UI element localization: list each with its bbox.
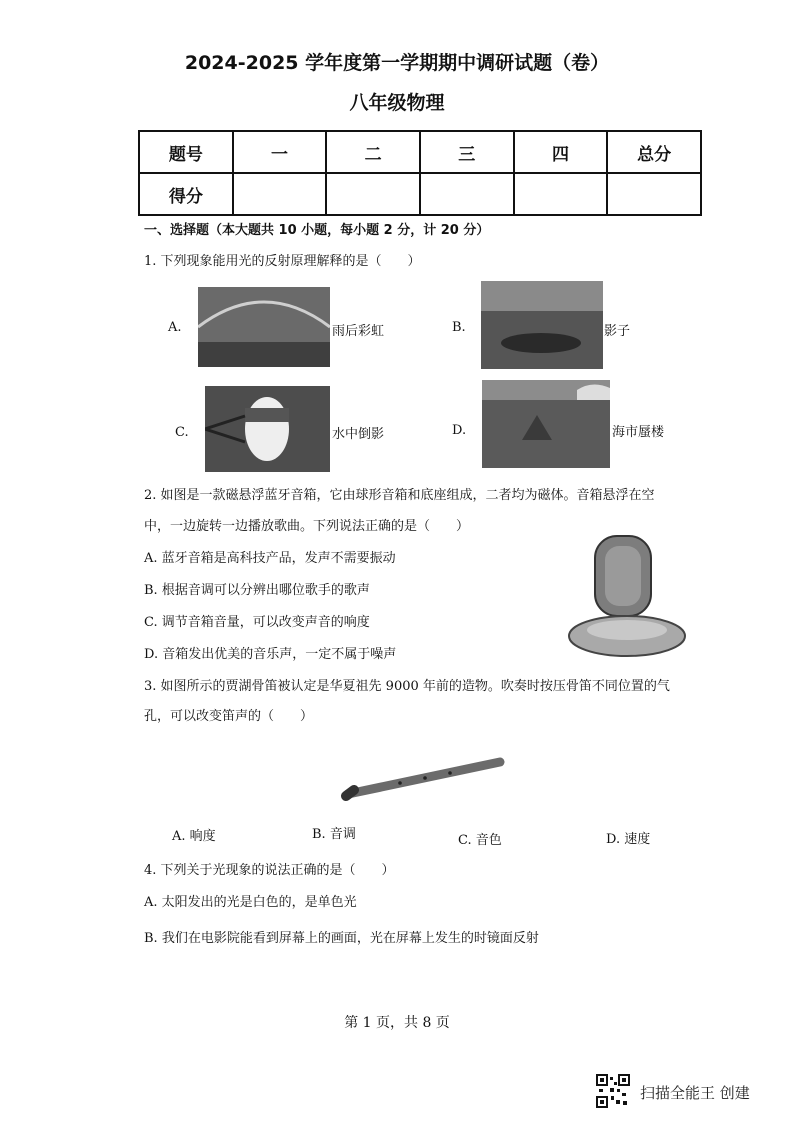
q3-option-b: B. 音调 [312,827,356,842]
section-heading: 一、选择题（本大题共 10 小题，每小题 2 分，计 20 分） [144,223,490,238]
rainbow-image [198,287,330,367]
mirage-photo [482,380,610,468]
q1-option-a-label: A. [168,320,182,335]
score-cell [233,173,327,215]
score-header-cell: 三 [420,131,514,173]
scanner-watermark: 扫描全能王 创建 [640,1084,750,1102]
score-header-cell: 四 [514,131,608,173]
q3-option-c: C. 音色 [458,833,502,848]
score-cell [607,173,701,215]
score-table-row [139,173,701,215]
question-4-stem: 4. 下列关于光现象的说法正确的是（ ） [144,863,395,878]
q1-option-a-caption: 雨后彩虹 [332,324,385,339]
q1-option-d-caption: 海市蜃楼 [612,425,665,440]
q1-option-d-label: D. [452,423,467,438]
score-cell [326,173,420,215]
question-2-stem-line-2: 中，一边旋转一边播放歌曲。下列说法正确的是（ ） [144,519,470,534]
bone-flute-image [340,752,510,804]
score-table-header-row [139,131,701,173]
score-header-cell: 题号 [139,131,233,173]
q4-option-a: A. 太阳发出的光是白色的，是单色光 [144,895,357,910]
q1-option-b-label: B. [452,320,466,335]
question-3-stem-line-1: 3. 如图所示的贾湖骨笛被认定是华夏祖先 9000 年前的造物。吹奏时按压骨笛不同位置的气 [144,679,670,694]
question-1-stem: 1. 下列现象能用光的反射原理解释的是（ ） [144,254,421,269]
score-header-cell: 总分 [607,131,701,173]
rainbow-photo [198,287,330,367]
mirage-image [482,380,610,468]
question-2-stem-line-1: 2. 如图是一款磁悬浮蓝牙音箱，它由球形音箱和底座组成，二者均为磁体。音箱悬浮在空 [144,488,655,503]
score-header-cell: 一 [233,131,327,173]
exam-title: 2024-2025 学年度第一学期期中调研试题（卷） [184,52,610,74]
q1-option-c-label: C. [175,425,189,440]
score-cell [420,173,514,215]
q2-option-b: B. 根据音调可以分辨出哪位歌手的歌声 [144,583,370,598]
shadow-photo [481,281,603,369]
q2-option-c: C. 调节音箱音量，可以改变声音的响度 [144,615,370,630]
reflection-image [205,386,330,472]
score-table [138,130,702,216]
exam-subtitle: 八年级物理 [349,92,445,114]
speaker-image [565,528,690,663]
page-number: 第 1 页，共 8 页 [344,1015,450,1031]
shadow-image [481,281,603,369]
qr-code-icon [596,1074,630,1108]
q3-option-a: A. 响度 [172,829,216,844]
q3-option-d: D. 速度 [606,832,651,847]
q4-option-b: B. 我们在电影院能看到屏幕上的画面，光在屏幕上发生的时镜面反射 [144,931,539,946]
q2-option-d: D. 音箱发出优美的音乐声，一定不属于噪声 [144,647,397,662]
question-3-stem-line-2: 孔，可以改变笛声的（ ） [144,709,314,724]
reflection-photo [205,386,330,472]
score-cell [514,173,608,215]
score-header-cell: 二 [326,131,420,173]
score-row-label: 得分 [139,173,233,215]
q2-option-a: A. 蓝牙音箱是高科技产品，发声不需要振动 [144,551,396,566]
q1-option-c-caption: 水中倒影 [332,427,385,442]
q1-option-b-caption: 影子 [604,324,631,339]
